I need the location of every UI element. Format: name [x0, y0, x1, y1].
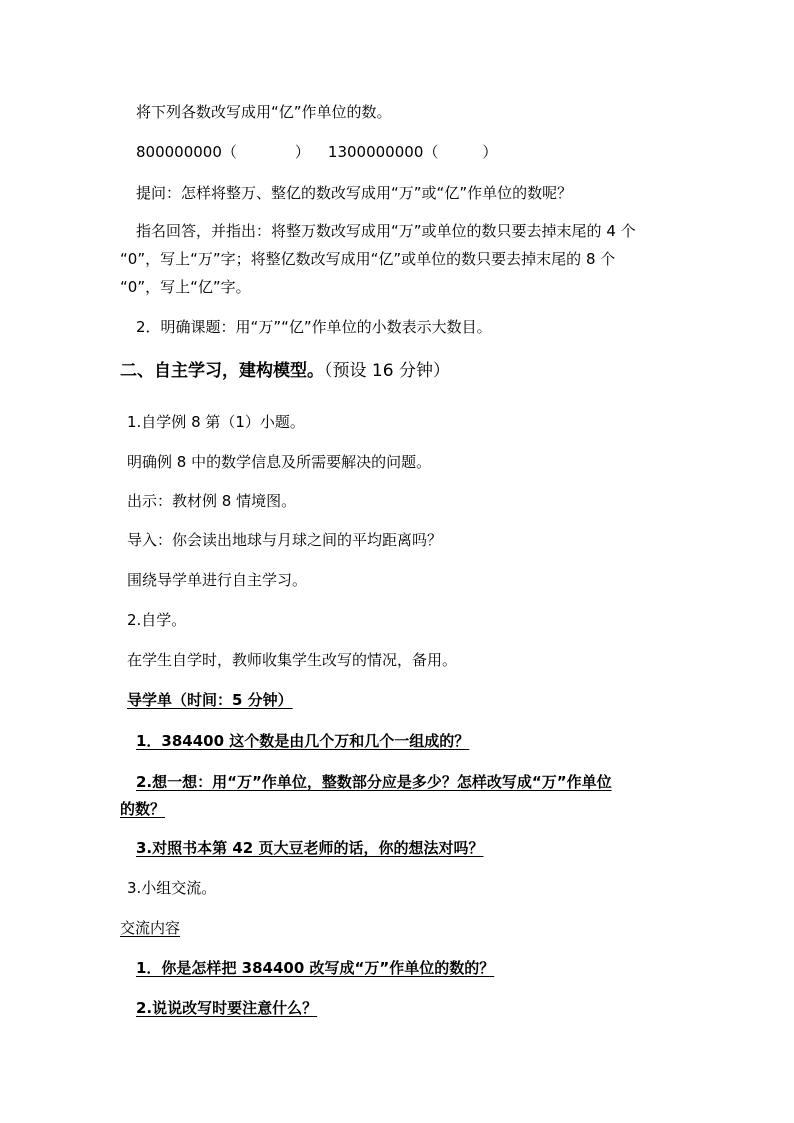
- exercise-number-2: 1300000000（: [327, 143, 439, 161]
- section-heading-title: 二、自主学习，建构模型。: [120, 361, 324, 381]
- paragraph-guide-study: 围绕导学单进行自主学习。: [127, 571, 308, 589]
- exchange-question-1: 1．你是怎样把 384400 改写成“万”作单位的数的？: [136, 959, 495, 977]
- exercise-close-1: ）: [294, 143, 310, 161]
- exercise-number-1: 800000000（: [136, 143, 237, 161]
- exchange-question-2: 2.说说改写时要注意什么？: [136, 999, 318, 1017]
- paragraph-teacher-collect: 在学生自学时，教师收集学生改写的情况，备用。: [127, 651, 458, 669]
- exercise-close-2: ）: [482, 143, 498, 161]
- guide-question-1: 1．384400 这个数是由几个万和几个一组成的？: [136, 732, 470, 750]
- paragraph-answer-line-2: “0”，写上“万”字；将整亿数改写成用“亿”或单位的数只要去掉末尾的 8 个: [120, 250, 616, 268]
- guide-question-2-line-2: 的数？: [120, 800, 166, 818]
- paragraph-answer-line-3: “0”，写上“亿”字。: [120, 278, 251, 296]
- paragraph-introduction: 导入：你会读出地球与月球之间的平均距离吗？: [127, 531, 443, 549]
- paragraph-show-figure: 出示：教材例 8 情境图。: [127, 492, 297, 510]
- guide-question-3: 3.对照书本第 42 页大豆老师的话，你的想法对吗？: [136, 839, 484, 857]
- paragraph-group-exchange: 3.小组交流。: [127, 879, 217, 897]
- exercise-line: [136, 142, 497, 162]
- paragraph-answer-line-1: 指名回答，并指出：将整万数改写成用“万”或单位的数只要去掉末尾的 4 个: [136, 222, 636, 240]
- paragraph-self-learn: 2.自学。: [127, 611, 187, 629]
- section-heading: [120, 361, 450, 381]
- paragraph-clarify-topic: 2．明确课题：用“万”“亿”作单位的小数表示大数目。: [136, 318, 492, 336]
- guide-question-2-line-1: 2.想一想：用“万”作单位，整数部分应是多少？怎样改写成“万”作单位: [136, 773, 612, 791]
- paragraph-self-study: 1.自学例 8 第（1）小题。: [127, 413, 305, 431]
- section-heading-note: （预设 16 分钟）: [324, 361, 450, 381]
- paragraph-convert-yi: 将下列各数改写成用“亿”作单位的数。: [136, 103, 392, 121]
- paragraph-question: 提问：怎样将整万、整亿的数改写成用“万”或“亿”作单位的数呢？: [136, 184, 573, 202]
- guide-sheet-heading: 导学单（时间：5 分钟）: [127, 691, 293, 709]
- paragraph-clarify-info: 明确例 8 中的数学信息及所需要解决的问题。: [127, 453, 432, 471]
- exchange-heading: 交流内容: [120, 919, 181, 937]
